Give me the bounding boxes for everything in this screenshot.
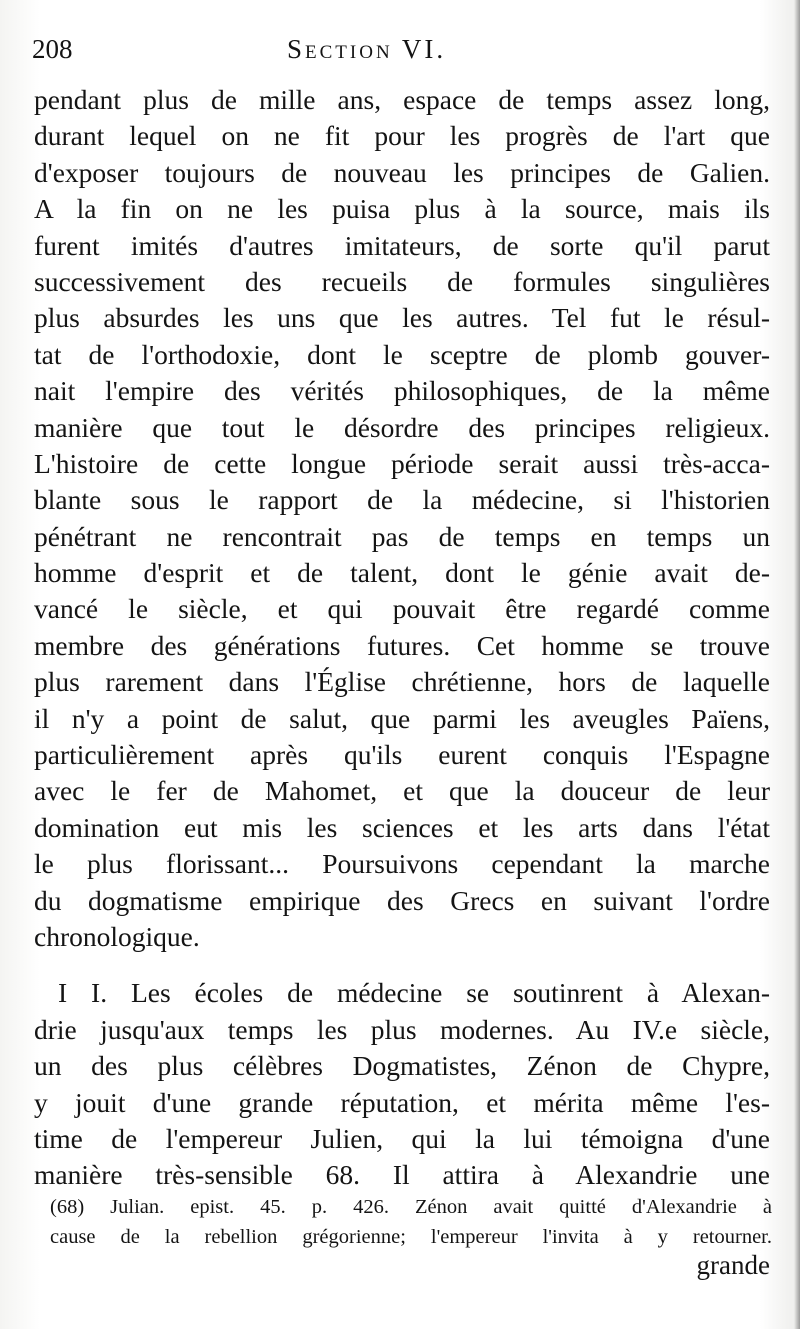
text-line: A la fin on ne les puisa plus à la source, mais ils — [34, 193, 770, 225]
text-line: membre des générations futures. Cet homme se trouve — [34, 629, 770, 661]
text-line: y jouit d'une grande réputation, et mérita même l'es- — [34, 1086, 770, 1118]
text-line: time de l'empereur Julien, qui la lui témoigna d'une — [34, 1122, 770, 1154]
text-line: L'histoire de cette longue période serait aussi très-acca- — [34, 447, 770, 479]
text-line: tat de l'orthodoxie, dont le sceptre de plomb gouver- — [34, 338, 770, 370]
text-line: durant lequel on ne fit pour les progrès de l'art que — [34, 120, 770, 152]
footnote-line: (68) Julian. epist. 45. p. 426. Zénon avait quitté d'Alexandrie à — [50, 1196, 772, 1218]
text-line: le plus florissant... Poursuivons cependant la marche — [34, 848, 770, 880]
page-header — [32, 34, 772, 74]
main-text — [34, 82, 770, 1194]
text-line: domination eut mis les sciences et les arts dans l'état — [34, 811, 770, 843]
text-line: drie jusqu'aux temps les plus modernes. Au IV.e siècle, — [34, 1013, 770, 1045]
text-line: nait l'empire des vérités philosophiques, de la même — [34, 375, 770, 407]
text-line: furent imités d'autres imitateurs, de sorte qu'il parut — [34, 229, 770, 261]
text-line: successivement des recueils de formules singulières — [34, 265, 770, 297]
text-line: du dogmatisme empirique des Grecs en suivant l'ordre — [34, 884, 770, 916]
catchword: grande — [696, 1250, 770, 1280]
paragraph-gap — [34, 955, 770, 975]
text-line: manière que tout le désordre des principes religieux. — [34, 411, 770, 443]
text-line: manière très-sensible 68. Il attira à Alexandrie une — [34, 1159, 770, 1191]
text-line: chronologique. — [34, 920, 200, 952]
text-line: pendant plus de mille ans, espace de temps assez long, — [34, 84, 770, 115]
text-line: blante sous le rapport de la médecine, si l'historien — [34, 484, 770, 516]
text-line: avec le fer de Mahomet, et que la douceur de leur — [34, 775, 770, 807]
text-line: d'exposer toujours de nouveau les principes de Galien. — [34, 156, 770, 188]
footnote — [50, 1192, 772, 1252]
text-line: pénétrant ne rencontrait pas de temps en temps un — [34, 520, 770, 552]
text-line: il n'y a point de salut, que parmi les aveugles Païens, — [34, 702, 770, 734]
footnote-line: cause de la rebellion grégorienne; l'empereur l'invita à y retourner. — [50, 1226, 772, 1248]
text-line: plus absurdes les uns que les autres. Tel fut le résul- — [34, 302, 770, 334]
text-line: vancé le siècle, et qui pouvait être regardé comme — [34, 593, 770, 625]
text-line: un des plus célèbres Dogmatistes, Zénon de Chypre, — [34, 1050, 770, 1082]
page-edge-shadow — [794, 0, 800, 1329]
text-line: I I. Les écoles de médecine se soutinrent à Alexan- — [58, 977, 770, 1009]
running-head: Section VI. — [287, 34, 447, 64]
text-line: particulièrement après qu'ils eurent conquis l'Espagne — [34, 739, 770, 771]
text-line: homme d'esprit et de talent, dont le génie avait de- — [34, 557, 770, 589]
paragraph — [34, 975, 770, 1193]
text-line: plus rarement dans l'Église chrétienne, hors de laquelle — [34, 666, 770, 698]
paragraph — [34, 82, 770, 955]
page-number: 208 — [32, 34, 73, 64]
